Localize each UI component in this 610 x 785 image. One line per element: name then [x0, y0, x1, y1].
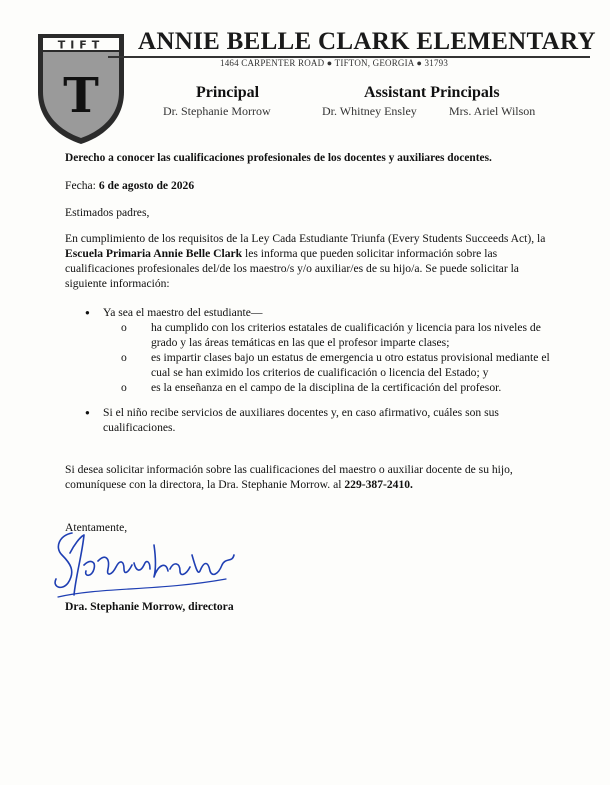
principal-title: Principal: [196, 84, 260, 101]
sub-list-item: o es la enseñanza en el campo de la disciplina de la certificación del profesor.: [121, 380, 555, 395]
list-item: [85, 405, 555, 435]
phone-number: 229-387-2410.: [344, 478, 413, 491]
assistant-principal-name: Mrs. Ariel Wilson: [449, 104, 536, 118]
sign-off: Atentamente,: [65, 521, 128, 534]
tift-shield-logo: [34, 30, 128, 148]
bullet-text: ● Ya sea el maestro del estudiante—: [103, 306, 263, 319]
principal-name: Dr. Stephanie Morrow: [163, 104, 271, 118]
greeting: Estimados padres,: [65, 206, 150, 219]
date-value: 6 de agosto de 2026: [98, 179, 195, 192]
date-label: Fecha:: [65, 179, 99, 192]
intro-text: En cumplimiento de los requisitos de la Ley Cada Estudiante Triunfa (Every Students Succeeds Act), la: [65, 232, 546, 245]
sub-list-item: o ha cumplido con los criterios estatales de cualificación y licencia para los niveles de grado y las áreas temáticas en las que el profesor imparte clases;: [121, 320, 555, 350]
closing-text: Si desea solicitar información sobre las cualificaciones del maestro o auxiliar docente de su hijo, comuníquese con la directora, la Dra. Stephanie Morrow. al: [65, 463, 513, 491]
handwritten-signature: [50, 525, 240, 605]
info-list: [85, 305, 555, 435]
school-name-bold: Escuela Primaria Annie Belle Clark: [65, 247, 243, 260]
intro-paragraph: [65, 231, 555, 291]
assistant-principals-title: Assistant Principals: [364, 84, 500, 101]
svg-text:T: T: [63, 68, 99, 124]
school-name: ANNIE BELLE CLARK ELEMENTARY: [138, 28, 596, 55]
sub-list: [121, 320, 555, 395]
closing-paragraph: [65, 462, 555, 492]
signatory-name: Dra. Stephanie Morrow, directora: [65, 600, 234, 613]
school-address: 1464 CARPENTER ROAD ● TIFTON, GEORGIA ● 31793: [220, 58, 449, 68]
bullet-text: ● Si el niño recibe servicios de auxiliares docentes y, en caso afirmativo, cuáles son sus cualificaciones.: [103, 406, 499, 434]
svg-text:TIFT: TIFT: [57, 38, 105, 52]
intro-text-continued: les informa que pueden solicitar información sobre las cualificaciones profesionales del/de los maestro/s y/o auxiliar/es de su hijo/a. Se puede solicitar la siguiente información:: [65, 247, 519, 290]
list-item: [85, 305, 555, 395]
letter-subject: Derecho a conocer las cualificaciones profesionales de los docentes y auxiliares docentes.: [65, 152, 492, 164]
sub-list-item: o es impartir clases bajo un estatus de emergencia u otro estatus provisional mediante el cual se han eximido los criterios de cualificación o licencia del Estado; y: [121, 350, 555, 380]
assistant-principal-name: Dr. Whitney Ensley: [322, 104, 417, 118]
letter-date: [65, 178, 555, 193]
